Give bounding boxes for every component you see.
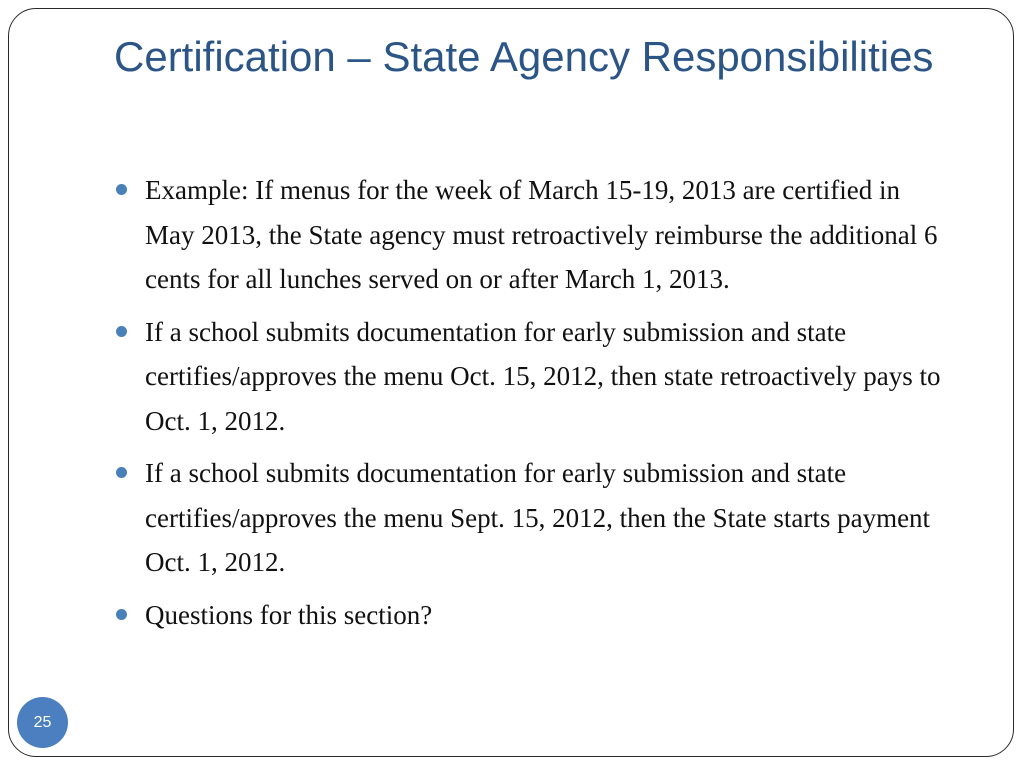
bullet-text: Questions for this section? <box>145 599 433 630</box>
bullet-text: Example: If menus for the week of March 15-19, 2013 are certified in May 2013, the State agency must retroactively reimburse the additional 6 cents for all lunches served on or after March 1, 2013. <box>145 175 938 294</box>
bullet-item <box>114 310 950 444</box>
slide-title: Certification – State Agency Responsibilities <box>114 33 934 80</box>
bullet-dot-icon <box>116 326 127 337</box>
bullet-text: If a school submits documentation for early submission and state certifies/approves the menu Sept. 15, 2012, then the State starts payment Oct. 1, 2012. <box>145 458 931 577</box>
bullet-dot-icon <box>116 467 127 478</box>
bullet-item <box>114 593 950 638</box>
bullet-item <box>114 168 950 302</box>
bullet-dot-icon <box>116 184 127 195</box>
bullet-list <box>114 168 950 645</box>
bullet-text: If a school submits documentation for early submission and state certifies/approves the menu Oct. 15, 2012, then state retroactively pays to Oct. 1, 2012. <box>145 316 941 436</box>
page-number-badge: 25 <box>17 697 68 748</box>
bullet-item <box>114 451 950 585</box>
bullet-dot-icon <box>116 609 127 620</box>
